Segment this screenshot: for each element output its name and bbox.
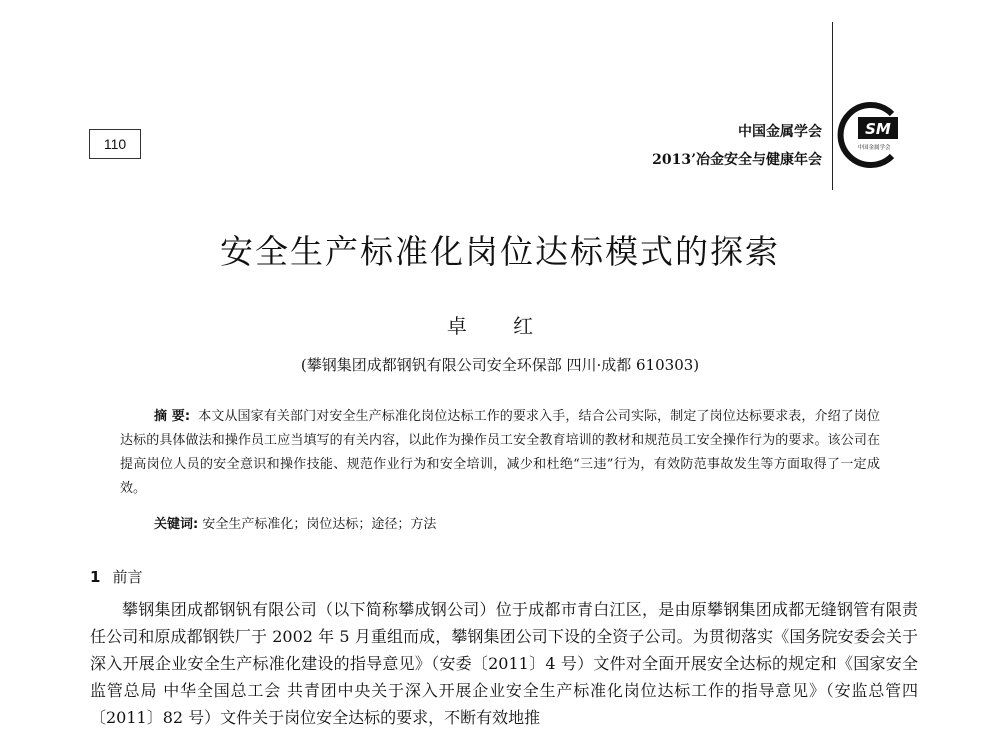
logo-text: 中国金属学会 bbox=[857, 145, 891, 151]
paper-title: 安全生产标准化岗位达标模式的探索 bbox=[220, 232, 780, 271]
section-heading bbox=[90, 566, 142, 587]
conference-header bbox=[562, 118, 822, 174]
logo-mark: SM bbox=[865, 120, 891, 138]
conference-name: 2013’冶金安全与健康年会 bbox=[652, 152, 822, 168]
page-number: 110 bbox=[89, 129, 141, 159]
society-logo-icon bbox=[834, 100, 904, 170]
section-number: 1 bbox=[90, 568, 101, 586]
keywords-label: 关键词: bbox=[154, 517, 199, 532]
abstract-text: 本文从国家有关部门对安全生产标准化岗位达标工作的要求入手，结合公司实际，制定了岗位达标要求表，介绍了岗位达标的具体做法和操作员工应当填写的有关内容，以此作为操作员工安全教育培训的教材和规范员工安全操作行为的要求。该公司在提高岗位人员的安全意识和操作技能、规范作业行为和安全培训，减少和杜绝“三违”行为，有效防范事故发生等方面取得了一定成效。 bbox=[120, 409, 880, 496]
section-title: 前言 bbox=[112, 568, 143, 586]
keywords bbox=[154, 515, 436, 535]
author-affiliation: (攀钢集团成都钢钒有限公司安全环保部 四川·成都 610303) bbox=[300, 356, 700, 374]
header-divider bbox=[832, 22, 833, 190]
abstract bbox=[120, 405, 880, 501]
keywords-text: 安全生产标准化；岗位达标；途径；方法 bbox=[202, 517, 437, 532]
society-name: 中国金属学会 bbox=[738, 124, 822, 140]
author-name: 卓 红 bbox=[446, 314, 554, 338]
body-paragraph: 攀钢集团成都钢钒有限公司（以下简称攀成钢公司）位于成都市青白江区，是由原攀钢集团成都无缝钢管有限责任公司和原成都钢铁厂于 2002 年 5 月重组而成，攀钢集团公司下设的全资子公司。为贯彻落实《国务院安委会关于深入开展企业安全生产标准化建设的指导意见》（安委〔2011〕4 号）文件对全面开展安全达标的规定和《国家安全监管总局 中华全国总工会 共青团中央关于深入开展企业安全生产标准化岗位达标工作的指导意见》（安监总管四〔2011〕82 号）文件关于岗位安全达标的要求，不断有效地推 bbox=[90, 600, 918, 727]
abstract-label: 摘 要: bbox=[154, 409, 191, 424]
